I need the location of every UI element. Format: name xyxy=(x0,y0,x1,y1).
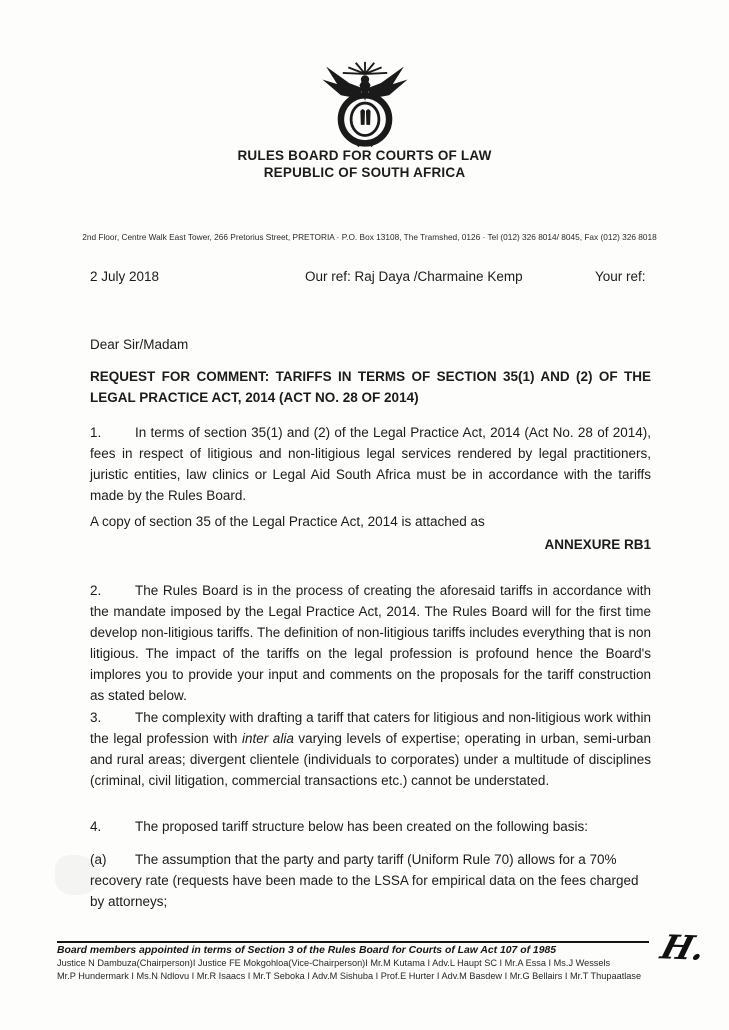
para-text: In terms of section 35(1) and (2) of the Legal Practice Act, 2014 (Act No. 28 of 2014), fees in respect of litigious and non-litigious legal services rendered by legal practitioners, juristic entities, law clinics or Legal Aid South Africa must be in accordance with the tariffs made by the Rules Board. xyxy=(90,425,651,503)
list-item-a xyxy=(90,849,651,912)
paragraph-1 xyxy=(90,422,651,506)
para-text: varying levels of expertise; operating in urban, semi-urban and rural areas; divergent clientele (individuals to corporates) under a multitude of disciplines (criminal, civil litigation, commercial transactions etc.) cannot be understated. xyxy=(90,731,651,788)
paragraph-2 xyxy=(90,580,651,706)
letterhead-emblem xyxy=(0,60,729,153)
our-ref-text: Our ref: Raj Daya /Charmaine Kemp xyxy=(305,269,523,284)
org-name-line2: REPUBLIC OF SOUTH AFRICA xyxy=(263,165,466,180)
footer xyxy=(57,941,649,982)
para-text: The proposed tariff structure below has been created on the following basis: xyxy=(135,819,589,834)
attachment-line: A copy of section 35 of the Legal Practice Act, 2014 is attached as xyxy=(90,514,485,529)
para-number: 2. xyxy=(90,583,102,598)
salutation: Dear Sir/Madam xyxy=(90,337,189,352)
coat-of-arms-icon xyxy=(313,60,417,148)
your-ref-text: Your ref: xyxy=(595,269,646,284)
para-number: 3. xyxy=(90,710,102,725)
footer-members-line-1: Justice N Dambuza(Chairperson)I Justice FE Mokgohloa(Vice-Chairperson)I Mr.M Kutama I Adv.L Haupt SC I Mr.A Essa I Ms.J Wessels xyxy=(57,958,611,968)
address-line: 2nd Floor, Centre Walk East Tower, 266 Pretorius Street, PRETORIA · P.O. Box 13108, The Tramshed, 0126 · Tel (012) 326 8014/ 8045, Fax (012) 326 8018 xyxy=(82,232,657,242)
letter-date: 2 July 2018 xyxy=(90,269,160,284)
paragraph-4 xyxy=(90,816,651,837)
latin-phrase: inter alia xyxy=(241,731,294,746)
subject-heading: REQUEST FOR COMMENT: TARIFFS IN TERMS OF SECTION 35(1) AND (2) OF THE LEGAL PRACTICE ACT, 2014 (ACT NO. 28 OF 2014) xyxy=(90,369,651,405)
annexure-label: ANNEXURE RB1 xyxy=(544,537,651,552)
paragraph-3 xyxy=(90,707,651,791)
footer-title: Board members appointed in terms of Section 3 of the Rules Board for Courts of Law Act 107 of 1985 xyxy=(57,945,557,956)
footer-members-line-2: Mr.P Hundermark I Ms.N Ndlovu I Mr.R Isaacs I Mr.T Seboka I Adv.M Sishuba I Prof.E Hurter I Adv.M Basdew I Mr.G Bellairs I Mr.T Thupaatlase xyxy=(57,970,642,981)
para-number: 4. xyxy=(90,819,102,834)
page-title xyxy=(0,147,729,181)
item-text: The assumption that the party and party tariff (Uniform Rule 70) allows for a 70% recovery rate (requests have been made to the LSSA for empirical data on the fees charged by attorneys; xyxy=(90,852,639,909)
para-text: The Rules Board is in the process of creating the aforesaid tariffs in accordance with the mandate imposed by the Legal Practice Act, 2014. The Rules Board will for the first time develop non-litigious tariffs. The definition of non-litigious tariffs includes everything that is non litigious. The impact of the tariffs on the legal profession is profound hence the Board's implores you to provide your input and comments on the proposals for the tariff construction as stated below. xyxy=(90,583,651,703)
para-text: The complexity with drafting a tariff that caters for litigious and non-litigious work within the legal profession with xyxy=(90,710,651,746)
para-number: 1. xyxy=(90,425,102,440)
handwritten-initials: H. xyxy=(656,927,711,968)
item-number: (a) xyxy=(90,852,107,867)
org-name-line1: RULES BOARD FOR COURTS OF LAW xyxy=(237,148,492,163)
